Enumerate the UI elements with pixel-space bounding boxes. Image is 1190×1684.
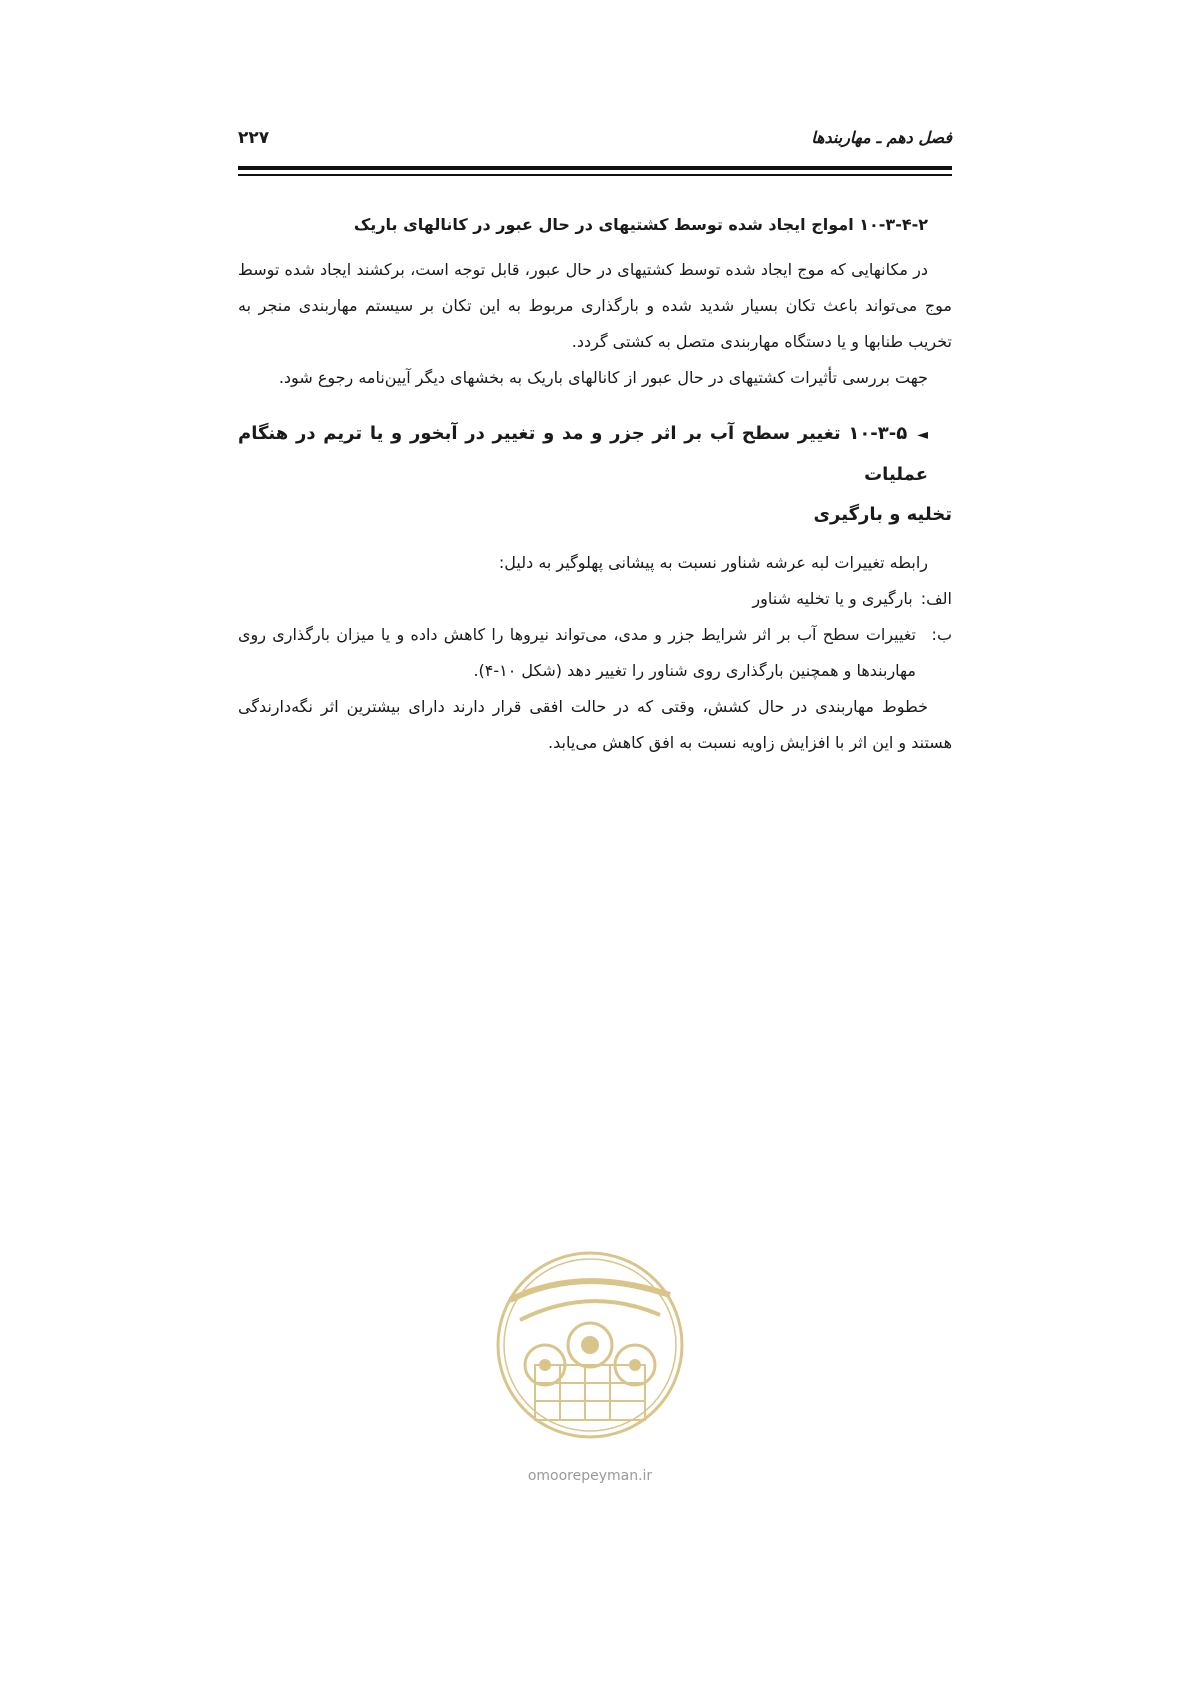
- paragraph: رابطه تغییرات لبه عرشه شناور نسبت به پیشانی پهلوگیر به دلیل:: [498, 553, 928, 572]
- watermark-logo-icon: [490, 1225, 690, 1470]
- heading-line-1: ۱۰-۳-۵ تغییر سطح آب بر اثر جزر و مد و تغییر در آبخور و یا تریم در هنگام عملیات: [238, 423, 928, 485]
- list-item: [238, 617, 952, 689]
- list-text: بارگیری و یا تخلیه شناور: [752, 589, 913, 608]
- header-rule-thick: [238, 166, 952, 170]
- paragraph: در مکانهایی که موج ایجاد شده توسط کشتیهای در حال عبور، قابل توجه است، برکشند ایجاد شده توسط موج می‌تواند باعث تکان بسیار شدید شده و بارگذاری مربوط به این تکان بر سیستم مهاربندی منجر به تخریب طنابها و یا دستگاه مهاربندی متصل به کشتی گردد.: [238, 260, 952, 351]
- watermark-website: omoorepeyman.ir: [527, 1468, 653, 1484]
- list-marker: الف:: [920, 589, 952, 608]
- section-heading-10-3-5: [238, 414, 952, 535]
- page-header: [238, 128, 952, 156]
- chapter-title: فصل دهم ـ مهاربندها: [811, 128, 952, 147]
- page-number: ۲۲۷: [238, 128, 270, 148]
- list-item: [238, 581, 952, 617]
- paragraph: جهت بررسی تأثیرات کشتیهای در حال عبور از کانالهای باریک به بخشهای دیگر آیین‌نامه رجوع شود.: [278, 368, 928, 387]
- list-marker: ب:: [931, 625, 952, 644]
- list-text: تغییرات سطح آب بر اثر شرایط جزر و مدی، می‌تواند نیروها را کاهش داده و یا میزان بارگذاری روی مهاربندها و همچنین بارگذاری روی شناور را تغییر دهد (شکل ۱۰-۴).: [238, 625, 916, 680]
- heading-line-2: تخلیه و بارگیری: [813, 504, 952, 525]
- bullet-arrow-icon: ◄: [917, 427, 928, 443]
- page-body: [238, 210, 952, 761]
- paragraph: خطوط مهاربندی در حال کشش، وقتی که در حالت افقی قرار دارند دارای بیشترین اثر نگه‌دارندگی هستند و این اثر با افزایش زاویه نسبت به افق کاهش می‌یابد.: [238, 697, 952, 752]
- header-rule-thin: [238, 174, 952, 176]
- section-heading-10-3-4-2: ۱۰-۳-۴-۲ امواج ایجاد شده توسط کشتیهای در حال عبور در کانالهای باریک: [353, 215, 928, 234]
